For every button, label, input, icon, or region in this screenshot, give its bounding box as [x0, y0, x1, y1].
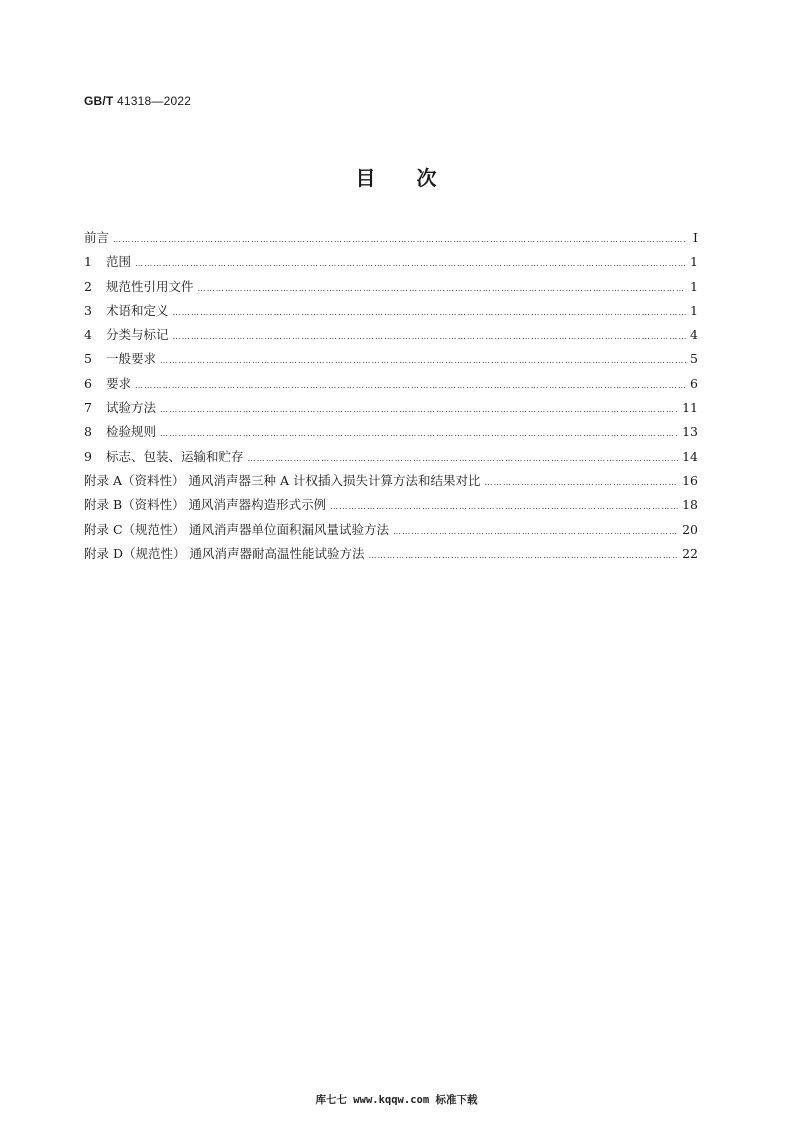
toc-entry-label: 规范性引用文件: [106, 278, 194, 294]
toc-entry-number: 6: [84, 375, 92, 391]
toc-entry-8[interactable]: [84, 422, 698, 446]
toc-entry-page: 22: [682, 545, 698, 561]
toc-entry-label: 前言: [84, 230, 110, 245]
dot-leader: [248, 454, 679, 463]
toc-entry-label: 标志、包装、运输和贮存: [106, 448, 244, 464]
toc-entry-1[interactable]: [84, 252, 698, 276]
dot-leader: [160, 356, 686, 365]
dot-leader: [484, 478, 678, 487]
toc-entry-number: 1: [84, 254, 92, 270]
toc-entry-page: 20: [682, 521, 698, 537]
dot-leader: [198, 284, 686, 293]
toc-entry-page: 1: [690, 278, 698, 294]
toc-entry-5[interactable]: [84, 349, 698, 373]
toc-entry-page: 11: [682, 400, 698, 416]
dot-leader: [135, 381, 686, 390]
standard-code-prefix: GB/T: [84, 94, 114, 108]
toc-entry-label: 范围: [106, 254, 132, 270]
toc-entry-number: 5: [84, 351, 92, 367]
toc-entry-number: 4: [84, 327, 92, 343]
dot-leader: [113, 235, 686, 244]
table-of-contents: [84, 228, 698, 568]
toc-entry-number: 9: [84, 448, 92, 464]
standard-code-number: 41318—2022: [117, 94, 192, 108]
dot-leader: [160, 405, 678, 414]
toc-entry-page: 1: [690, 254, 698, 270]
toc-entry-page: 1: [690, 302, 698, 318]
toc-entry-number: 7: [84, 400, 92, 416]
toc-entry-label: 试验方法: [106, 400, 157, 416]
toc-entry-page: 14: [682, 448, 698, 464]
page-title: [0, 162, 793, 191]
page-title-char-1: 目: [355, 166, 377, 190]
footer-watermark: 库七七 www.kqqw.com 标准下载: [315, 1094, 478, 1106]
toc-entry-page: 18: [682, 497, 698, 513]
toc-entry-label: 检验规则: [106, 424, 157, 440]
dot-leader: [368, 551, 678, 560]
toc-entry-6[interactable]: [84, 374, 698, 398]
dot-leader: [160, 429, 678, 438]
toc-entry-number: 2: [84, 278, 92, 294]
toc-entry-label: 附录 D（规范性） 通风消声器耐高温性能试验方法: [84, 545, 365, 561]
dot-leader: [135, 259, 686, 268]
dot-leader: [393, 527, 678, 536]
dot-leader: [173, 332, 686, 341]
toc-entry-page: 6: [690, 375, 698, 391]
toc-entry-foreword[interactable]: [84, 228, 698, 252]
toc-entry-label: 分类与标记: [106, 327, 169, 343]
page-title-char-2: 次: [416, 166, 438, 190]
toc-entry-7[interactable]: [84, 398, 698, 422]
toc-entry-annex-d[interactable]: [84, 544, 698, 568]
toc-entry-label: 要求: [106, 375, 132, 391]
dot-leader: [173, 308, 686, 317]
dot-leader: [330, 502, 678, 511]
toc-entry-annex-a[interactable]: [84, 471, 698, 495]
toc-entry-annex-c[interactable]: [84, 520, 698, 544]
toc-entry-page: 13: [682, 424, 698, 440]
toc-entry-label: 一般要求: [106, 351, 157, 367]
toc-entry-page: 5: [690, 351, 698, 367]
toc-entry-label: 附录 C（规范性） 通风消声器单位面积漏风量试验方法: [84, 521, 390, 537]
toc-entry-label: 附录 B（资料性） 通风消声器构造形式示例: [84, 497, 327, 513]
toc-entry-label: 术语和定义: [106, 302, 169, 318]
toc-entry-annex-b[interactable]: [84, 495, 698, 519]
toc-entry-4[interactable]: [84, 325, 698, 349]
toc-entry-label: 附录 A（资料性） 通风消声器三种 A 计权插入损失计算方法和结果对比: [84, 472, 481, 488]
toc-entry-page: 4: [690, 327, 698, 343]
toc-entry-2[interactable]: [84, 277, 698, 301]
toc-entry-page: Ⅰ: [693, 230, 698, 245]
toc-entry-number: 8: [84, 424, 92, 440]
toc-entry-page: 16: [682, 472, 698, 488]
toc-entry-3[interactable]: [84, 301, 698, 325]
toc-entry-9[interactable]: [84, 447, 698, 471]
standard-code: [84, 94, 191, 108]
toc-entry-number: 3: [84, 302, 92, 318]
